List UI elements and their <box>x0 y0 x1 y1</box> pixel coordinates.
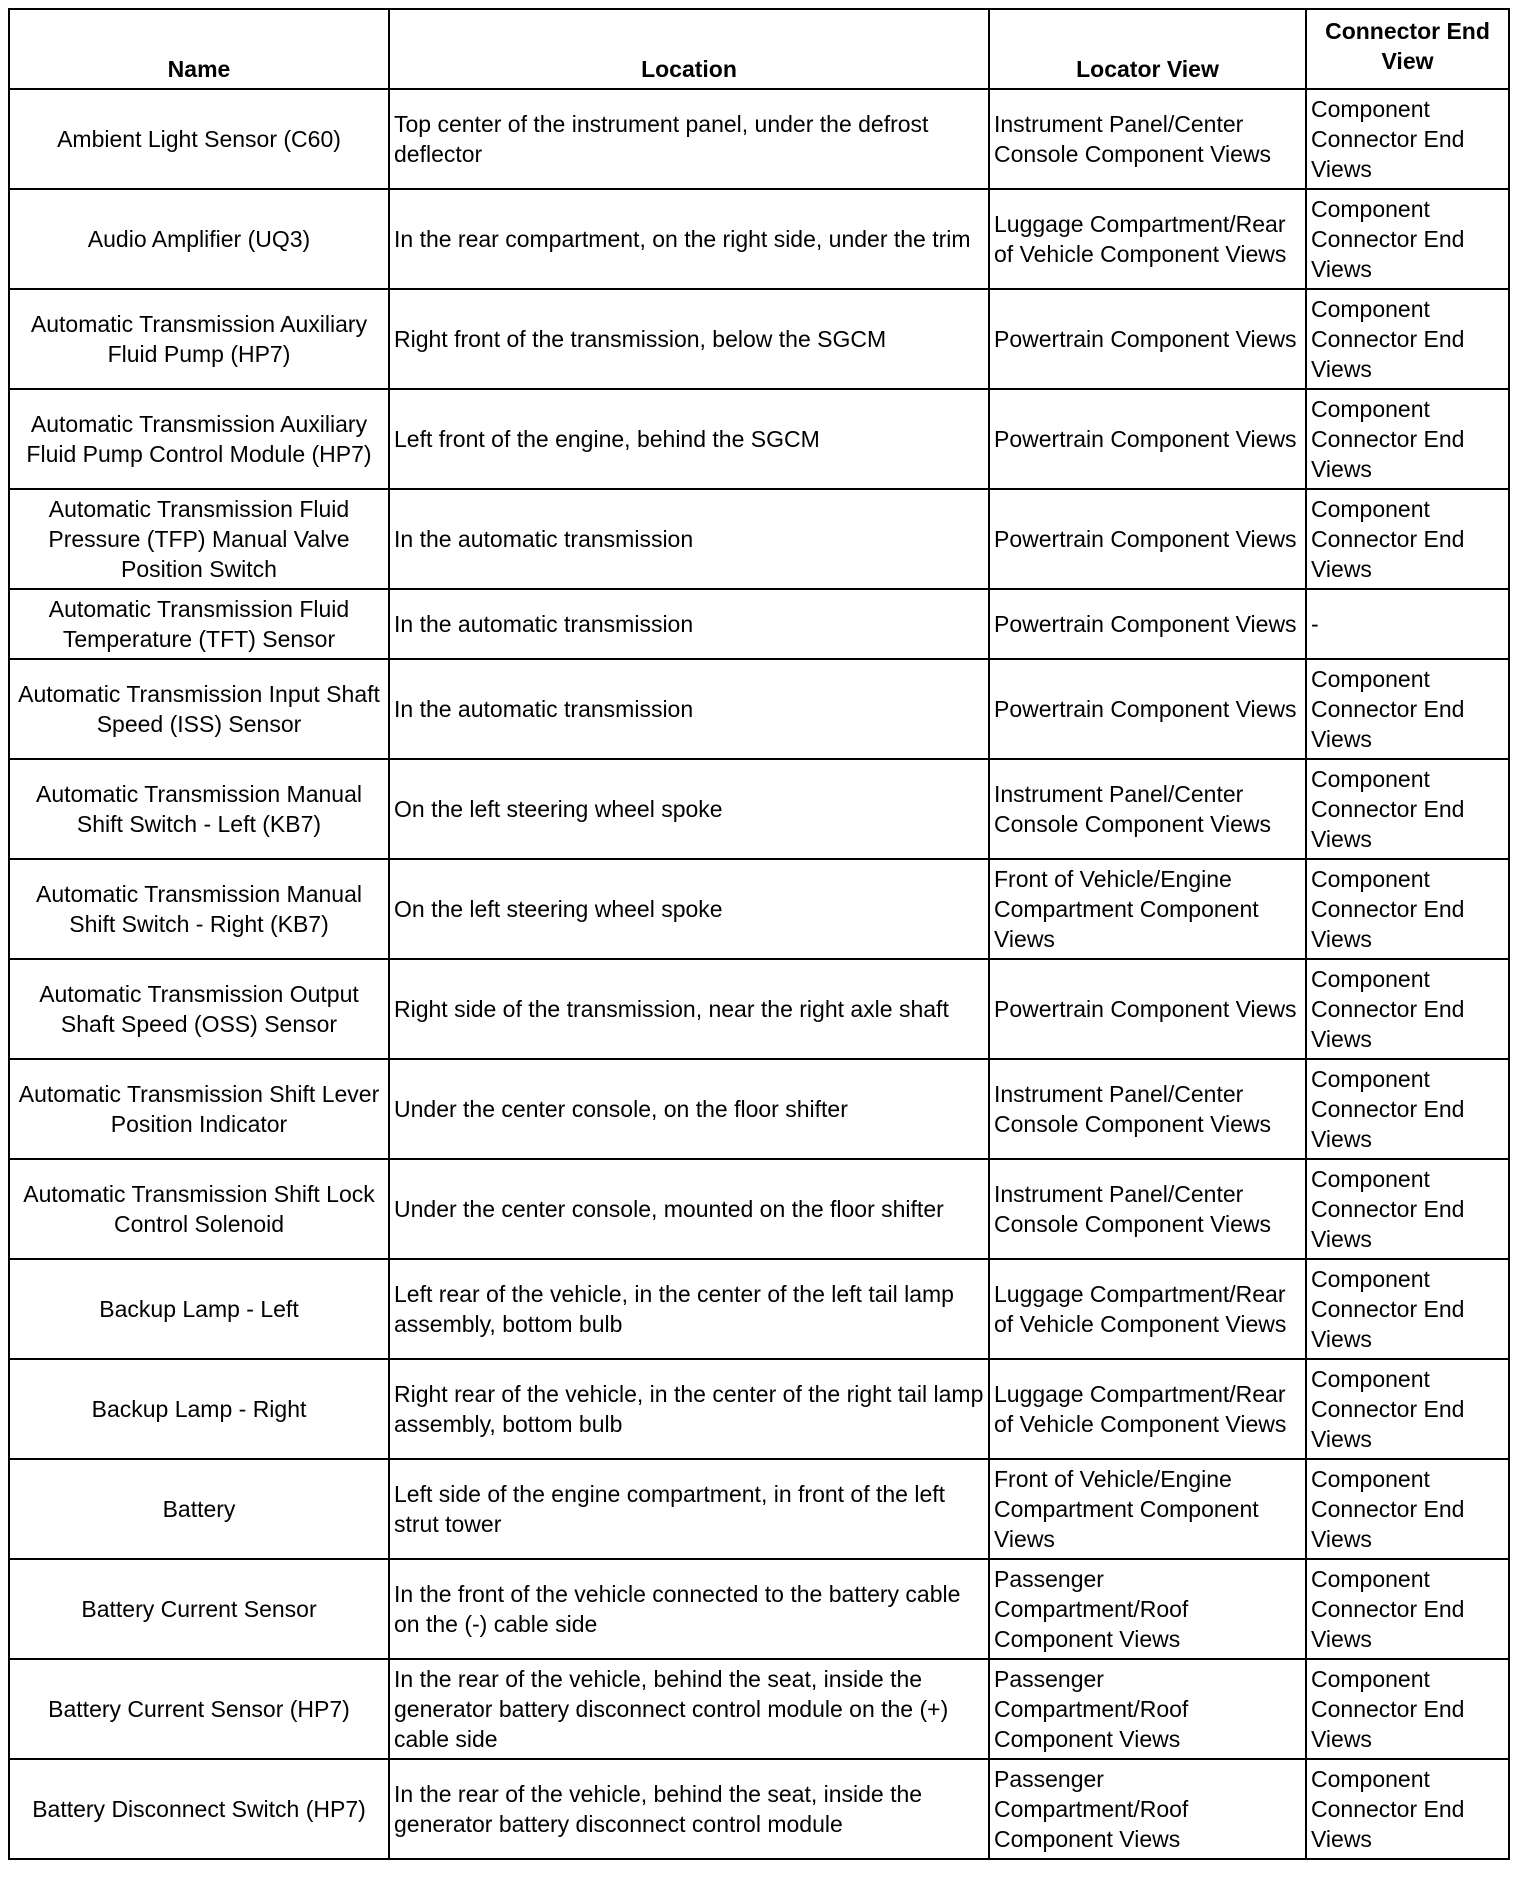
cell-locator-view: Front of Vehicle/Engine Compartment Component Views <box>989 1459 1306 1559</box>
table-row <box>9 659 1509 759</box>
cell-connector-end-view: Component Connector End Views <box>1306 1359 1509 1459</box>
cell-location: Left side of the engine compartment, in front of the left strut tower <box>389 1459 989 1559</box>
cell-locator-view: Passenger Compartment/Roof Component Views <box>989 1759 1306 1859</box>
cell-locator-view: Passenger Compartment/Roof Component Views <box>989 1659 1306 1759</box>
cell-name: Automatic Transmission Auxiliary Fluid Pump (HP7) <box>9 289 389 389</box>
cell-location: Right rear of the vehicle, in the center of the right tail lamp assembly, bottom bulb <box>389 1359 989 1459</box>
cell-connector-end-view: Component Connector End Views <box>1306 1259 1509 1359</box>
cell-locator-view: Powertrain Component Views <box>989 589 1306 659</box>
table-row <box>9 189 1509 289</box>
cell-locator-view: Powertrain Component Views <box>989 489 1306 589</box>
table-row <box>9 959 1509 1059</box>
cell-locator-view: Powertrain Component Views <box>989 289 1306 389</box>
cell-connector-end-view: Component Connector End Views <box>1306 89 1509 189</box>
cell-locator-view: Passenger Compartment/Roof Component Views <box>989 1559 1306 1659</box>
cell-connector-end-view: Component Connector End Views <box>1306 1559 1509 1659</box>
table-row <box>9 589 1509 659</box>
cell-location: Left front of the engine, behind the SGCM <box>389 389 989 489</box>
table-row <box>9 289 1509 389</box>
cell-connector-end-view: Component Connector End Views <box>1306 289 1509 389</box>
cell-name: Battery <box>9 1459 389 1559</box>
cell-connector-end-view: Component Connector End Views <box>1306 659 1509 759</box>
header-connector-end-view: Connector End View <box>1306 9 1509 89</box>
table-row <box>9 1259 1509 1359</box>
table-row <box>9 1659 1509 1759</box>
cell-connector-end-view: Component Connector End Views <box>1306 859 1509 959</box>
table-row <box>9 859 1509 959</box>
header-location: Location <box>389 9 989 89</box>
cell-name: Ambient Light Sensor (C60) <box>9 89 389 189</box>
cell-location: Top center of the instrument panel, under the defrost deflector <box>389 89 989 189</box>
cell-locator-view: Instrument Panel/Center Console Component Views <box>989 1159 1306 1259</box>
cell-location: In the rear compartment, on the right side, under the trim <box>389 189 989 289</box>
cell-location: Right front of the transmission, below the SGCM <box>389 289 989 389</box>
table-row <box>9 1359 1509 1459</box>
cell-connector-end-view: Component Connector End Views <box>1306 959 1509 1059</box>
cell-location: In the automatic transmission <box>389 659 989 759</box>
cell-name: Audio Amplifier (UQ3) <box>9 189 389 289</box>
cell-name: Battery Current Sensor (HP7) <box>9 1659 389 1759</box>
cell-location: On the left steering wheel spoke <box>389 759 989 859</box>
table-header-row <box>9 9 1509 89</box>
cell-name: Automatic Transmission Fluid Pressure (TFP) Manual Valve Position Switch <box>9 489 389 589</box>
cell-locator-view: Luggage Compartment/Rear of Vehicle Component Views <box>989 1259 1306 1359</box>
cell-location: In the rear of the vehicle, behind the seat, inside the generator battery disconnect control module <box>389 1759 989 1859</box>
cell-connector-end-view: Component Connector End Views <box>1306 1659 1509 1759</box>
cell-locator-view: Luggage Compartment/Rear of Vehicle Component Views <box>989 189 1306 289</box>
table-row <box>9 1759 1509 1859</box>
cell-name: Automatic Transmission Input Shaft Speed (ISS) Sensor <box>9 659 389 759</box>
cell-name: Battery Disconnect Switch (HP7) <box>9 1759 389 1859</box>
cell-connector-end-view: Component Connector End Views <box>1306 1459 1509 1559</box>
cell-location: Left rear of the vehicle, in the center of the left tail lamp assembly, bottom bulb <box>389 1259 989 1359</box>
cell-connector-end-view: Component Connector End Views <box>1306 489 1509 589</box>
cell-location: In the rear of the vehicle, behind the seat, inside the generator battery disconnect control module on the (+) cable side <box>389 1659 989 1759</box>
cell-connector-end-view: - <box>1306 589 1509 659</box>
table-row <box>9 1159 1509 1259</box>
table-row <box>9 1059 1509 1159</box>
cell-locator-view: Powertrain Component Views <box>989 389 1306 489</box>
cell-location: Under the center console, on the floor shifter <box>389 1059 989 1159</box>
table-row <box>9 1459 1509 1559</box>
cell-name: Battery Current Sensor <box>9 1559 389 1659</box>
cell-name: Automatic Transmission Fluid Temperature (TFT) Sensor <box>9 589 389 659</box>
cell-connector-end-view: Component Connector End Views <box>1306 759 1509 859</box>
cell-locator-view: Powertrain Component Views <box>989 659 1306 759</box>
cell-location: In the front of the vehicle connected to the battery cable on the (-) cable side <box>389 1559 989 1659</box>
cell-name: Backup Lamp - Left <box>9 1259 389 1359</box>
cell-location: In the automatic transmission <box>389 589 989 659</box>
cell-name: Automatic Transmission Shift Lever Position Indicator <box>9 1059 389 1159</box>
table-row <box>9 89 1509 189</box>
cell-connector-end-view: Component Connector End Views <box>1306 1759 1509 1859</box>
cell-location: On the left steering wheel spoke <box>389 859 989 959</box>
table-row <box>9 759 1509 859</box>
cell-connector-end-view: Component Connector End Views <box>1306 389 1509 489</box>
cell-name: Automatic Transmission Auxiliary Fluid Pump Control Module (HP7) <box>9 389 389 489</box>
cell-connector-end-view: Component Connector End Views <box>1306 1159 1509 1259</box>
cell-name: Automatic Transmission Manual Shift Switch - Left (KB7) <box>9 759 389 859</box>
component-locator-table <box>8 8 1510 1860</box>
cell-name: Automatic Transmission Manual Shift Switch - Right (KB7) <box>9 859 389 959</box>
cell-locator-view: Instrument Panel/Center Console Component Views <box>989 89 1306 189</box>
cell-locator-view: Instrument Panel/Center Console Component Views <box>989 1059 1306 1159</box>
cell-location: Under the center console, mounted on the floor shifter <box>389 1159 989 1259</box>
cell-locator-view: Front of Vehicle/Engine Compartment Component Views <box>989 859 1306 959</box>
table-row <box>9 389 1509 489</box>
cell-locator-view: Luggage Compartment/Rear of Vehicle Component Views <box>989 1359 1306 1459</box>
cell-locator-view: Powertrain Component Views <box>989 959 1306 1059</box>
cell-connector-end-view: Component Connector End Views <box>1306 1059 1509 1159</box>
cell-name: Automatic Transmission Output Shaft Speed (OSS) Sensor <box>9 959 389 1059</box>
cell-location: In the automatic transmission <box>389 489 989 589</box>
table-row <box>9 489 1509 589</box>
cell-connector-end-view: Component Connector End Views <box>1306 189 1509 289</box>
cell-locator-view: Instrument Panel/Center Console Component Views <box>989 759 1306 859</box>
table-row <box>9 1559 1509 1659</box>
cell-name: Automatic Transmission Shift Lock Control Solenoid <box>9 1159 389 1259</box>
header-name: Name <box>9 9 389 89</box>
cell-name: Backup Lamp - Right <box>9 1359 389 1459</box>
cell-location: Right side of the transmission, near the right axle shaft <box>389 959 989 1059</box>
header-locator-view: Locator View <box>989 9 1306 89</box>
